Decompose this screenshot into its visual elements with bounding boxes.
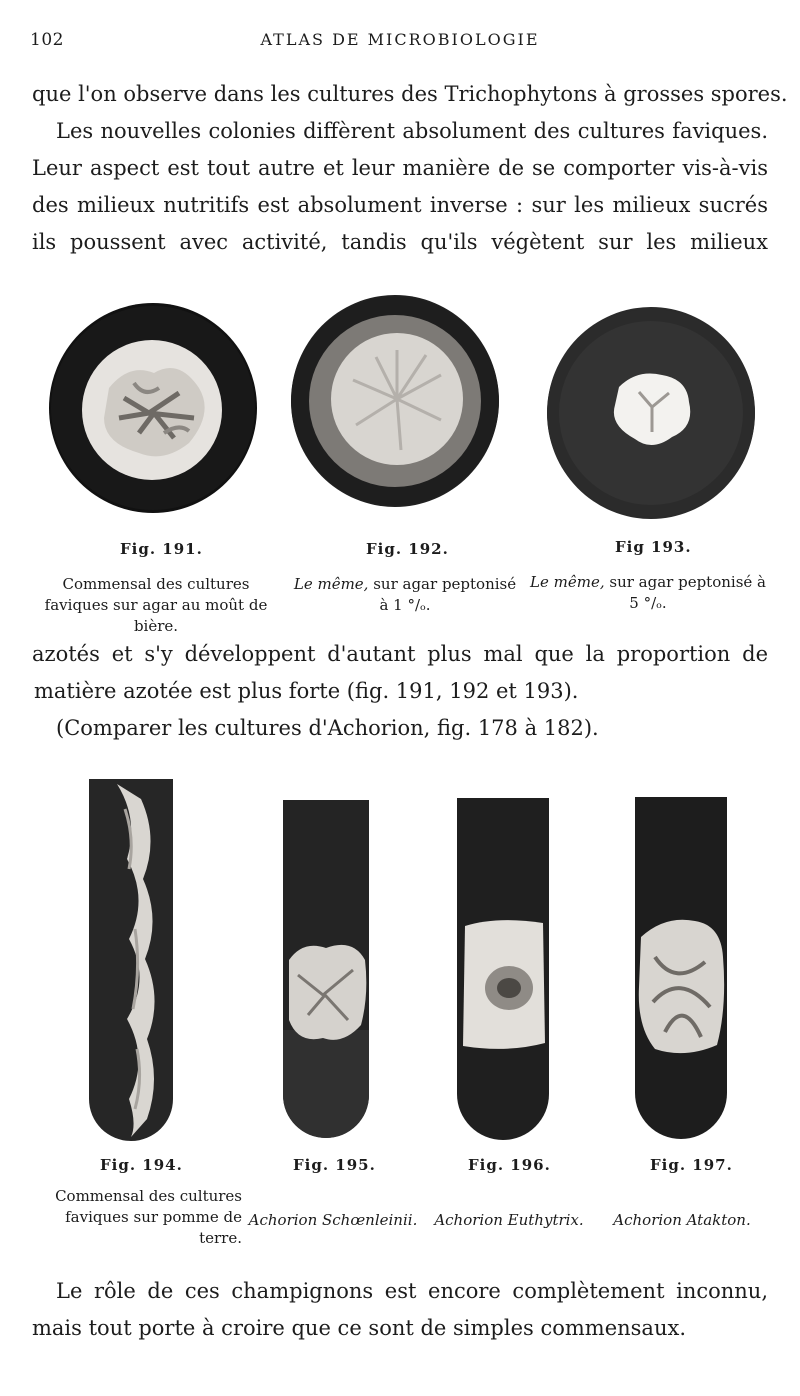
figure-193-label: Fig 193. bbox=[615, 538, 692, 556]
figure-192-image bbox=[291, 295, 499, 507]
figure-193-caption bbox=[530, 572, 766, 614]
figure-194-label: Fig. 194. bbox=[100, 1156, 183, 1174]
figure-197-label: Fig. 197. bbox=[650, 1156, 733, 1174]
text-line: des milieux nutritifs est absolument inverse : sur les milieux sucrés bbox=[32, 193, 768, 217]
figure-192-caption bbox=[292, 574, 518, 616]
text-line: mais tout porte à croire que ce sont de simples commensaux. bbox=[32, 1316, 686, 1340]
text-line: ils poussent avec activité, tandis qu'ils végètent sur les milieux bbox=[32, 230, 768, 254]
figure-192-label: Fig. 192. bbox=[366, 540, 449, 558]
figure-195-image bbox=[283, 800, 369, 1138]
figure-197-caption: Achorion Atakton. bbox=[613, 1211, 751, 1229]
figure-196-caption: Achorion Euthytrix. bbox=[434, 1211, 584, 1229]
caption-text: sur agar peptonisé à 1 °/ₒ. bbox=[373, 575, 517, 614]
paragraph-middle bbox=[32, 636, 768, 747]
text-line: Les nouvelles colonies diffèrent absolument des cultures faviques. bbox=[56, 119, 768, 143]
caption-emphasis: Le même, bbox=[530, 573, 605, 591]
figure-196-image bbox=[457, 798, 549, 1140]
paragraph-intro bbox=[32, 76, 788, 261]
figure-194-caption: Commensal des cultures faviques sur pomme de terre. bbox=[55, 1187, 242, 1247]
figure-195-caption: Achorion Schœnleinii. bbox=[248, 1211, 418, 1229]
text-line: (Comparer les cultures d'Achorion, fig. 178 à 182). bbox=[56, 716, 599, 740]
text-line: Leur aspect est tout autre et leur manière de se comporter vis-à-vis bbox=[32, 156, 768, 180]
figure-191-image bbox=[49, 303, 257, 513]
caption-text: sur agar peptonisé à 5 °/ₒ. bbox=[609, 573, 766, 612]
running-title: ATLAS DE MICROBIOLOGIE bbox=[260, 30, 540, 49]
figure-191-caption: Commensal des cultures faviques sur agar au moût de bière. bbox=[44, 575, 268, 635]
page-number: 102 bbox=[30, 30, 64, 50]
paragraph-final bbox=[32, 1273, 768, 1347]
caption-emphasis: Le même, bbox=[293, 575, 369, 593]
figure-193-image bbox=[547, 307, 755, 519]
text-line: Le rôle de ces champignons est encore complètement inconnu, bbox=[56, 1279, 768, 1303]
text-line: matière azotée est plus forte (fig. 191, 192 et 193). bbox=[34, 679, 579, 703]
figure-195-label: Fig. 195. bbox=[293, 1156, 376, 1174]
figure-197-image bbox=[635, 797, 727, 1139]
text-line: que l'on observe dans les cultures des Trichophytons à grosses spores. bbox=[32, 82, 788, 106]
figure-196-label: Fig. 196. bbox=[468, 1156, 551, 1174]
figure-194-image bbox=[89, 779, 173, 1141]
page-header bbox=[30, 30, 770, 54]
text-line: azotés et s'y développent d'autant plus mal que la proportion de bbox=[32, 642, 768, 666]
figure-191-label: Fig. 191. bbox=[120, 540, 203, 558]
